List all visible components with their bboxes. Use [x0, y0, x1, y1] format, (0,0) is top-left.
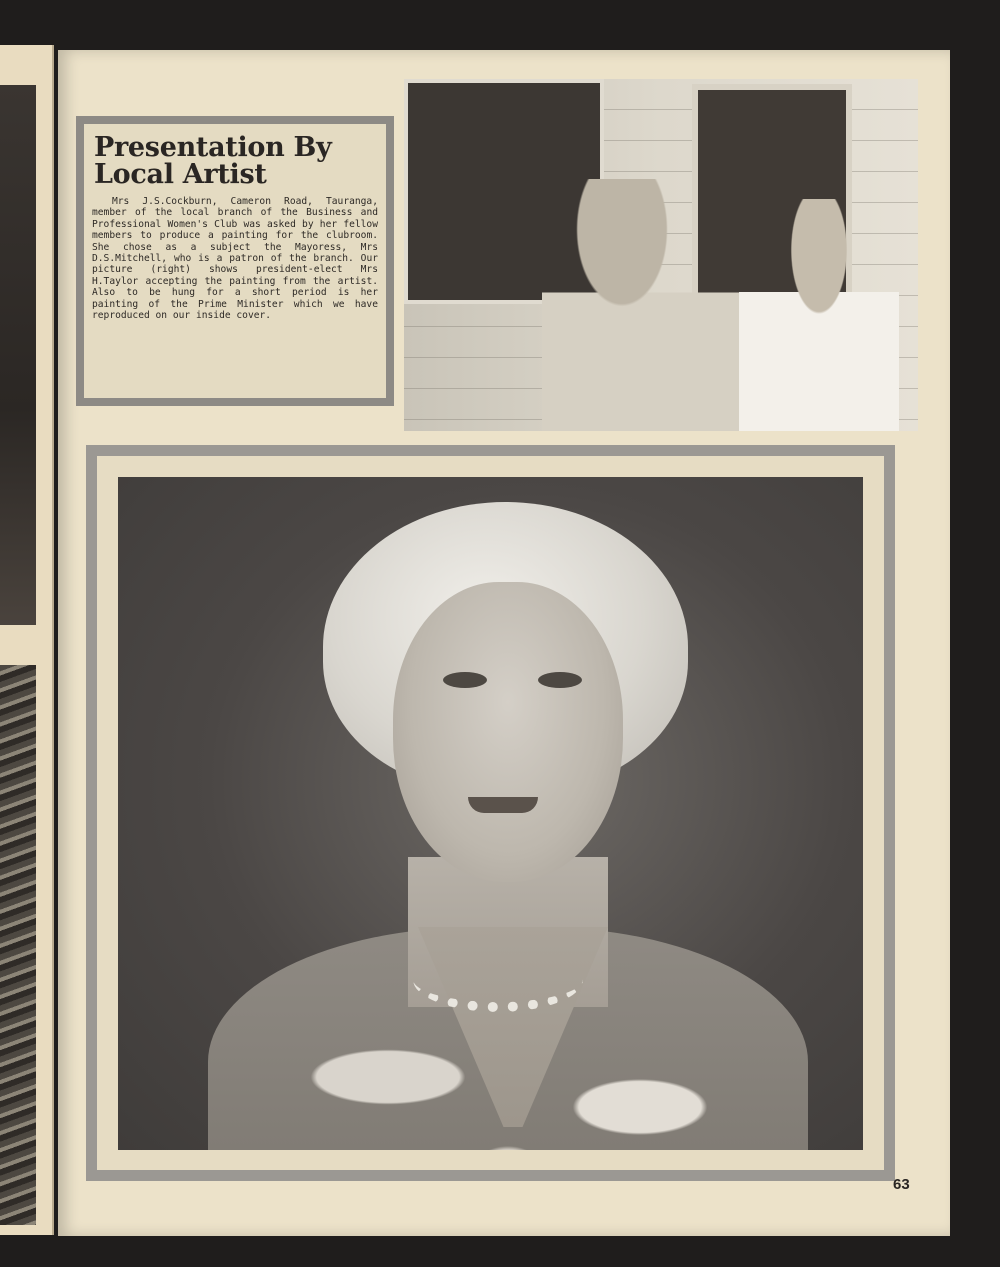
article-body: Mrs J.S.Cockburn, Cameron Road, Tauranga, member of the local branch of the Business and Professional Women's Club was asked by her fellow members to produce a painting for the clubroom. She chose as a subject the Mayoress, Mrs D.S.Mitchell, who is a patron of the branch. Our picture (right) shows president-elect Mrs H.Taylor accepting the painting from the artist. Also to be hung for a short period is her painting of the Prime Minister which we have reproduced on our inside cover. — [92, 196, 378, 322]
painting-frame — [86, 445, 895, 1181]
facing-page-edge — [0, 45, 54, 1235]
painting-eye-right — [538, 672, 582, 688]
facing-page-photo-top — [0, 85, 36, 625]
article-title-line-1: Presentation By — [94, 132, 332, 163]
painting-necklace — [413, 947, 583, 1012]
president-elect-figure — [739, 199, 899, 431]
artist-figure — [542, 179, 742, 431]
mayoress-painting — [118, 477, 863, 1150]
painting-eye-left — [443, 672, 487, 688]
article-box — [76, 116, 394, 406]
presentation-photo — [404, 79, 918, 431]
article-title — [94, 134, 378, 188]
painting-mouth — [468, 797, 538, 813]
facing-page-photo-bottom — [0, 665, 36, 1225]
painting-face — [393, 582, 623, 882]
page-number: 63 — [893, 1176, 910, 1193]
article-title-line-2: Local Artist — [94, 159, 267, 190]
